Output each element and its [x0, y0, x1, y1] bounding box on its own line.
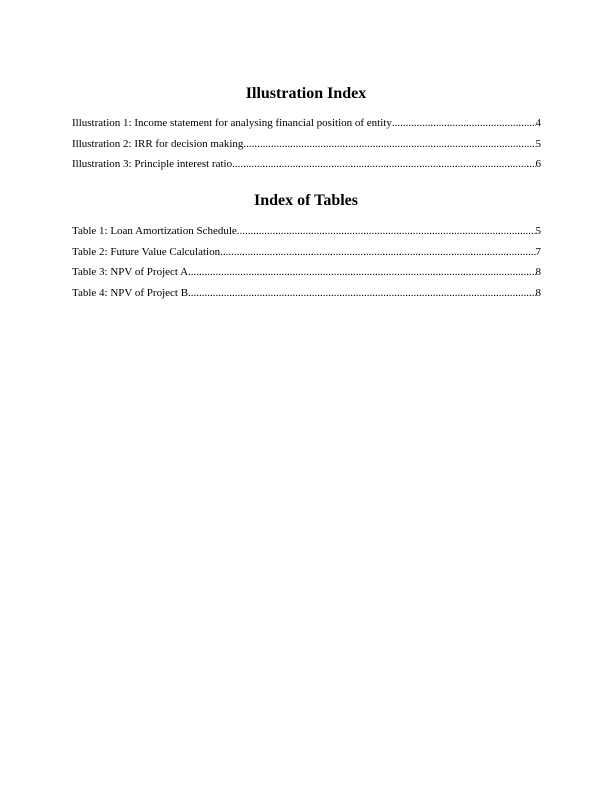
illustration-entry-page: 5 [535, 137, 541, 150]
table-entry-label: Table 3: NPV of Project A [72, 266, 189, 278]
dot-leader [232, 157, 535, 171]
dot-leader [237, 224, 536, 238]
table-entry-page: 7 [535, 245, 541, 258]
illustration-entry[interactable] [72, 157, 541, 178]
table-entry-label: Table 1: Loan Amortization Schedule [72, 225, 237, 237]
illustration-entry-label: Illustration 2: IRR for decision making [72, 137, 244, 150]
illustration-entry-label: Illustration 1: Income statement for analysing financial position of entity [72, 117, 392, 129]
table-entry[interactable] [72, 245, 541, 266]
illustration-entry[interactable] [72, 137, 541, 158]
table-entry-label: Table 4: NPV of Project B [72, 286, 189, 299]
table-entry-label: Table 2: Future Value Calculation [72, 245, 221, 258]
table-index-list [72, 224, 541, 306]
illustration-entry-label: Illustration 3: Principle interest ratio [72, 158, 233, 170]
illustration-entry-page: 4 [535, 117, 541, 129]
illustration-index-list [72, 116, 541, 178]
table-entry-page: 5 [535, 225, 541, 237]
dot-leader [220, 245, 535, 259]
dot-leader [188, 286, 535, 300]
table-entry[interactable] [72, 265, 541, 286]
illustration-entry-page: 6 [535, 158, 541, 170]
table-entry-page: 8 [535, 286, 541, 299]
illustration-index-title: Illustration Index [245, 85, 367, 102]
table-entry-page: 8 [535, 266, 541, 278]
dot-leader [188, 265, 535, 279]
table-entry[interactable] [72, 224, 541, 245]
table-entry[interactable] [72, 286, 541, 307]
illustration-entry[interactable] [72, 116, 541, 137]
dot-leader [243, 137, 535, 151]
table-index-title: Index of Tables [253, 192, 359, 209]
dot-leader [392, 116, 536, 130]
